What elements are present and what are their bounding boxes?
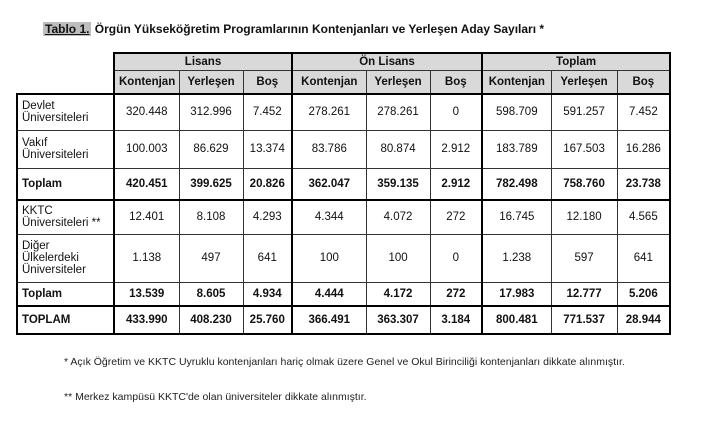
subheader-cell: Yerleşen bbox=[551, 71, 617, 95]
data-cell: 8.605 bbox=[179, 282, 243, 306]
subheader-cell: Boş bbox=[430, 71, 482, 95]
data-cell: 100.003 bbox=[114, 130, 179, 168]
data-cell: 771.537 bbox=[551, 306, 617, 334]
table-row bbox=[17, 234, 670, 282]
row-label: KKTC Üniversiteleri ** bbox=[17, 200, 114, 234]
data-cell: 17.983 bbox=[482, 282, 551, 306]
data-cell: 433.990 bbox=[114, 306, 179, 334]
data-cell: 80.874 bbox=[366, 130, 430, 168]
subheader-row bbox=[17, 71, 670, 95]
row-label: Toplam bbox=[17, 282, 114, 306]
data-cell: 591.257 bbox=[551, 94, 617, 130]
data-cell: 366.491 bbox=[292, 306, 366, 334]
data-cell: 0 bbox=[430, 234, 482, 282]
table-row bbox=[17, 130, 670, 168]
data-cell: 12.180 bbox=[551, 200, 617, 234]
data-cell: 12.401 bbox=[114, 200, 179, 234]
subheader-cell: Kontenjan bbox=[482, 71, 551, 95]
data-cell: 4.072 bbox=[366, 200, 430, 234]
table-caption-label: Tablo 1. bbox=[45, 22, 90, 36]
data-cell: 782.498 bbox=[482, 168, 551, 200]
footnote-1: * Açık Öğretim ve KKTC Uyruklu kontenjanları hariç olmak üzere Genel ve Okul Birinciliği kontenjanları dikkate alınmıştır. bbox=[64, 356, 625, 368]
data-cell: 312.996 bbox=[179, 94, 243, 130]
subheader-cell: Yerleşen bbox=[179, 71, 243, 95]
data-cell: 5.206 bbox=[617, 282, 670, 306]
table-caption-text: Örgün Yükseköğretim Programlarının Kontenjanları ve Yerleşen Aday Sayıları * bbox=[91, 22, 545, 36]
subheader-cell: Kontenjan bbox=[292, 71, 366, 95]
subheader-cell: Yerleşen bbox=[366, 71, 430, 95]
data-cell: 4.444 bbox=[292, 282, 366, 306]
data-cell: 13.374 bbox=[243, 130, 292, 168]
table-row bbox=[17, 94, 670, 130]
data-cell: 641 bbox=[243, 234, 292, 282]
subheader-cell: Kontenjan bbox=[114, 71, 179, 95]
data-cell: 497 bbox=[179, 234, 243, 282]
data-cell: 1.238 bbox=[482, 234, 551, 282]
data-cell: 7.452 bbox=[243, 94, 292, 130]
data-cell: 100 bbox=[292, 234, 366, 282]
row-label: Diğer Ülkelerdeki Üniversiteler bbox=[17, 234, 114, 282]
subtotal-row bbox=[17, 282, 670, 306]
data-cell: 25.760 bbox=[243, 306, 292, 334]
corner-cell bbox=[17, 71, 114, 95]
data-cell: 0 bbox=[430, 94, 482, 130]
data-cell: 4.344 bbox=[292, 200, 366, 234]
data-cell: 20.826 bbox=[243, 168, 292, 200]
data-cell: 359.135 bbox=[366, 168, 430, 200]
data-cell: 597 bbox=[551, 234, 617, 282]
group-header-lisans: Lisans bbox=[114, 53, 292, 71]
row-label: Devlet Üniversiteleri bbox=[17, 94, 114, 130]
data-cell: 2.912 bbox=[430, 168, 482, 200]
table-caption bbox=[43, 22, 544, 36]
data-cell: 12.777 bbox=[551, 282, 617, 306]
data-cell: 83.786 bbox=[292, 130, 366, 168]
quota-table bbox=[16, 52, 671, 335]
data-cell: 4.934 bbox=[243, 282, 292, 306]
data-cell: 167.503 bbox=[551, 130, 617, 168]
data-cell: 272 bbox=[430, 200, 482, 234]
grand-total-row bbox=[17, 306, 670, 334]
group-header-on-lisans: Ön Lisans bbox=[292, 53, 482, 71]
data-cell: 362.047 bbox=[292, 168, 366, 200]
corner-cell bbox=[17, 53, 114, 71]
data-cell: 4.293 bbox=[243, 200, 292, 234]
data-cell: 320.448 bbox=[114, 94, 179, 130]
data-cell: 100 bbox=[366, 234, 430, 282]
data-cell: 3.184 bbox=[430, 306, 482, 334]
data-cell: 28.944 bbox=[617, 306, 670, 334]
data-cell: 278.261 bbox=[366, 94, 430, 130]
data-cell: 4.172 bbox=[366, 282, 430, 306]
data-cell: 420.451 bbox=[114, 168, 179, 200]
group-header-row bbox=[17, 53, 670, 71]
data-cell: 13.539 bbox=[114, 282, 179, 306]
data-cell: 758.760 bbox=[551, 168, 617, 200]
data-cell: 598.709 bbox=[482, 94, 551, 130]
data-cell: 272 bbox=[430, 282, 482, 306]
footnote-2: ** Merkez kampüsü KKTC'de olan üniversiteler dikkate alınmıştır. bbox=[64, 391, 367, 403]
data-cell: 23.738 bbox=[617, 168, 670, 200]
data-cell: 4.565 bbox=[617, 200, 670, 234]
data-cell: 641 bbox=[617, 234, 670, 282]
data-cell: 408.230 bbox=[179, 306, 243, 334]
data-cell: 16.286 bbox=[617, 130, 670, 168]
subheader-cell: Boş bbox=[243, 71, 292, 95]
group-header-toplam: Toplam bbox=[482, 53, 670, 71]
data-cell: 363.307 bbox=[366, 306, 430, 334]
data-cell: 8.108 bbox=[179, 200, 243, 234]
data-cell: 2.912 bbox=[430, 130, 482, 168]
table-row bbox=[17, 200, 670, 234]
data-cell: 1.138 bbox=[114, 234, 179, 282]
data-cell: 183.789 bbox=[482, 130, 551, 168]
data-cell: 278.261 bbox=[292, 94, 366, 130]
row-label: Toplam bbox=[17, 168, 114, 200]
data-cell: 86.629 bbox=[179, 130, 243, 168]
subheader-cell: Boş bbox=[617, 71, 670, 95]
subtotal-row bbox=[17, 168, 670, 200]
data-cell: 16.745 bbox=[482, 200, 551, 234]
data-cell: 7.452 bbox=[617, 94, 670, 130]
data-cell: 800.481 bbox=[482, 306, 551, 334]
row-label: Vakıf Üniversiteleri bbox=[17, 130, 114, 168]
row-label: TOPLAM bbox=[17, 306, 114, 334]
data-cell: 399.625 bbox=[179, 168, 243, 200]
